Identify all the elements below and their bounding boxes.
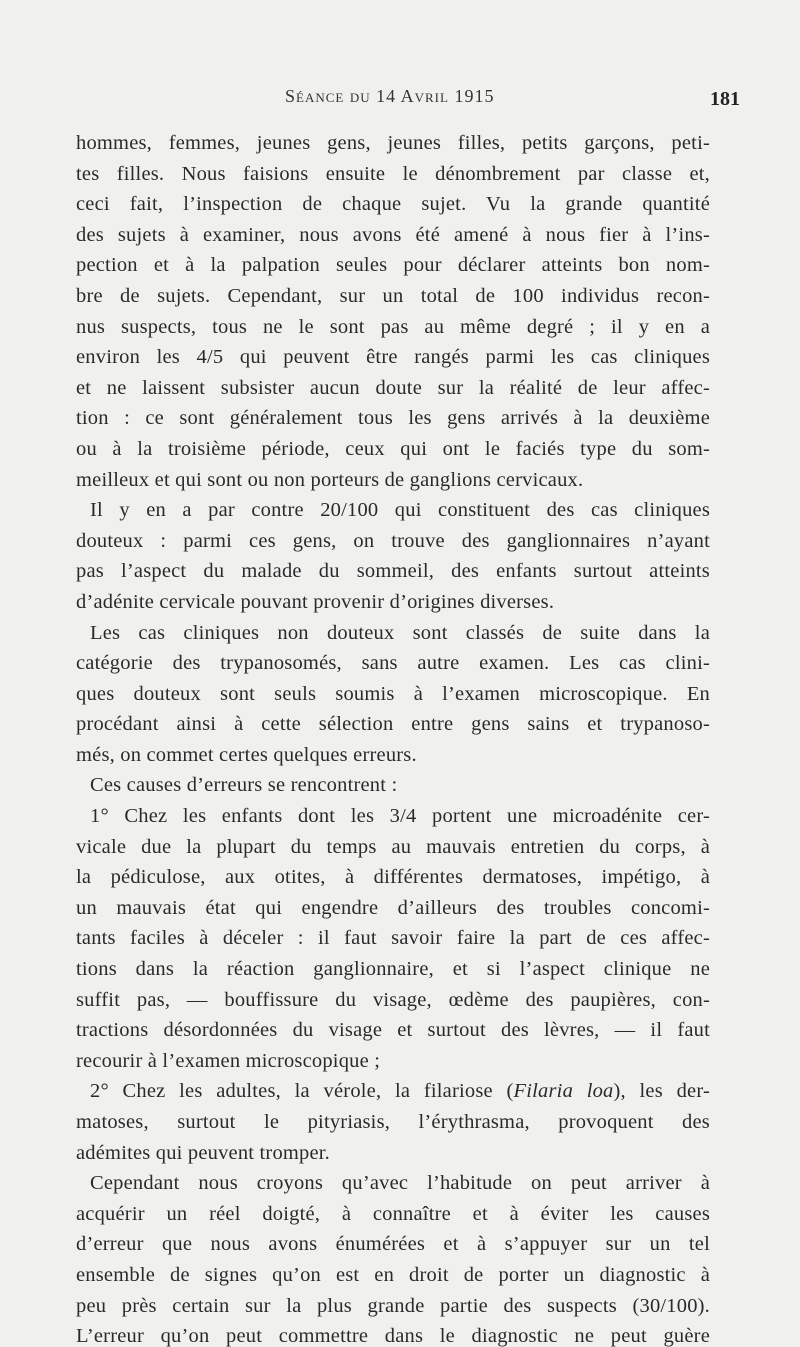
text-line: d’adénite cervicale pouvant provenir d’origines diverses. bbox=[76, 590, 555, 613]
text-line: L’erreur qu’on peut commettre dans le diagnostic ne peut guère bbox=[76, 1325, 710, 1347]
text-line: environ les 4/5 qui peuvent être rangés parmi les cas cliniques bbox=[76, 346, 710, 369]
text-line: ceci fait, l’inspection de chaque sujet. Vu la grande quantité bbox=[76, 193, 710, 216]
body-text bbox=[76, 128, 710, 1347]
text-line: des sujets à examiner, nous avons été amené à nous fier à l’ins- bbox=[76, 223, 710, 246]
text-line: ou à la troisième période, ceux qui ont le faciés type du som- bbox=[76, 437, 710, 460]
page-number: 181 bbox=[710, 88, 740, 110]
text-line: hommes, femmes, jeunes gens, jeunes filles, petits garçons, peti- bbox=[76, 132, 710, 154]
text-line: recourir à l’examen microscopique ; bbox=[76, 1049, 381, 1072]
text-line: tes filles. Nous faisions ensuite le dénombrement par classe et, bbox=[76, 162, 710, 185]
text-line: tractions désordonnées du visage et surtout des lèvres, — il faut bbox=[76, 1019, 710, 1042]
text-segment: 2° Chez les adultes, la vérole, la filariose ( bbox=[90, 1080, 514, 1103]
paragraph-start-line: Ces causes d’erreurs se rencontrent : bbox=[90, 774, 398, 797]
text-line: suffit pas, — bouffissure du visage, œdème des paupières, con- bbox=[76, 988, 710, 1011]
paragraph-start-line: Les cas cliniques non douteux sont classés de suite dans la bbox=[90, 621, 710, 644]
running-head bbox=[0, 86, 800, 116]
text-line: peu près certain sur la plus grande partie des suspects (30/100). bbox=[76, 1294, 710, 1317]
text-line: adémites qui peuvent tromper. bbox=[76, 1141, 331, 1164]
text-line: pas l’aspect du malade du sommeil, des enfants surtout atteints bbox=[76, 560, 710, 583]
text-line: tions dans la réaction ganglionnaire, et si l’aspect clinique ne bbox=[76, 958, 710, 981]
text-line: tion : ce sont généralement tous les gens arrivés à la deuxième bbox=[76, 407, 710, 430]
running-title: Séance du 14 Avril 1915 bbox=[285, 86, 495, 106]
text-segment: ), les der- bbox=[613, 1080, 710, 1103]
text-line: catégorie des trypanosomés, sans autre examen. Les cas clini- bbox=[76, 652, 710, 675]
text-line: un mauvais état qui engendre d’ailleurs des troubles concomi- bbox=[76, 896, 710, 919]
list-item-2-line bbox=[76, 1076, 710, 1107]
text-line: douteux : parmi ces gens, on trouve des ganglionnaires n’ayant bbox=[76, 529, 710, 552]
paragraph-start-line: Il y en a par contre 20/100 qui constituent des cas cliniques bbox=[90, 499, 710, 522]
text-line: pection et à la palpation seules pour déclarer atteints bon nom- bbox=[76, 254, 710, 277]
text-line: la pédiculose, aux otites, à différentes dermatoses, impétigo, à bbox=[76, 866, 710, 889]
text-line: matoses, surtout le pityriasis, l’érythrasma, provoquent des bbox=[76, 1111, 710, 1133]
italic-species-name: Filaria loa bbox=[513, 1080, 614, 1103]
text-line: tants faciles à déceler : il faut savoir faire la part de ces affec- bbox=[76, 927, 710, 950]
text-line: ensemble de signes qu’on est en droit de porter un diagnostic à bbox=[76, 1263, 710, 1286]
list-item-1-line: 1° Chez les enfants dont les 3/4 portent une microadénite cer- bbox=[90, 805, 710, 828]
text-line: acquérir un réel doigté, à connaître et à éviter les causes bbox=[76, 1202, 710, 1225]
text-line: bre de sujets. Cependant, sur un total de 100 individus recon- bbox=[76, 284, 710, 307]
paragraph-start-line: Cependant nous croyons qu’avec l’habitude on peut arriver à bbox=[90, 1172, 710, 1195]
text-line: d’erreur que nous avons énumérées et à s’appuyer sur un tel bbox=[76, 1233, 710, 1256]
text-line: meilleux et qui sont ou non porteurs de ganglions cervicaux. bbox=[76, 468, 584, 491]
text-line: vicale due la plupart du temps au mauvais entretien du corps, à bbox=[76, 835, 710, 858]
text-line: nus suspects, tous ne le sont pas au même degré ; il y en a bbox=[76, 315, 710, 338]
text-line: procédant ainsi à cette sélection entre gens sains et trypanoso- bbox=[76, 713, 710, 736]
text-line: més, on commet certes quelques erreurs. bbox=[76, 743, 417, 766]
text-line: ques douteux sont seuls soumis à l’examen microscopique. En bbox=[76, 682, 710, 705]
text-line: et ne laissent subsister aucun doute sur la réalité de leur affec- bbox=[76, 376, 710, 399]
